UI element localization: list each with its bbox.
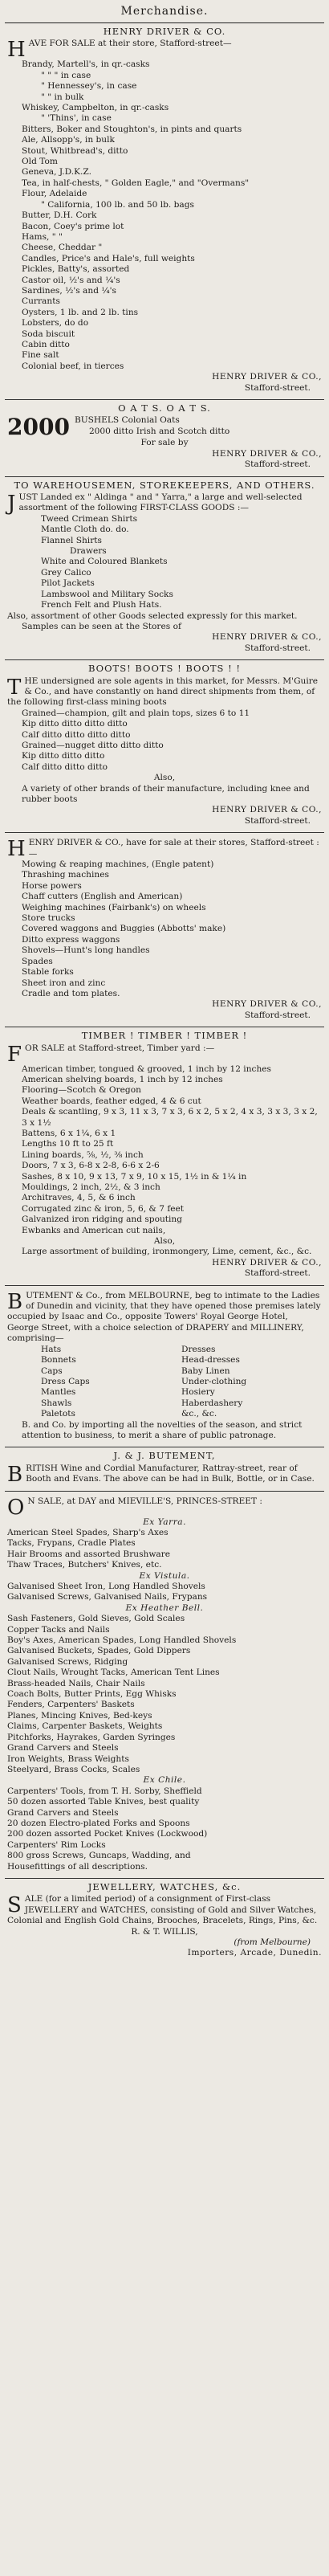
list-item: Kip ditto ditto ditto — [22, 751, 105, 761]
list-item: Also, assortment of other Goods selected expressly for this market. — [7, 610, 298, 621]
ad-address: Stafford-street. — [244, 382, 311, 393]
list-item: Ale, Allsopp's, in bulk — [22, 135, 115, 145]
ad-lead: N SALE, at DAY and MIEVILLE'S, PRINCES-STREET : — [27, 1496, 263, 1506]
list-item: Also, — [153, 1236, 176, 1247]
list-item: Flooring—Scotch & Oregon — [22, 1085, 141, 1096]
ad-driver-machinery — [5, 833, 324, 1027]
list-item: Housefittings of all descriptions. — [7, 1861, 148, 1872]
list-item: Butter, D.H. Cork — [22, 210, 97, 221]
list-item — [7, 1345, 322, 1355]
list-item — [7, 1377, 322, 1387]
list-item: Mouldings, 2 inch, 2½, & 3 inch — [22, 1182, 160, 1192]
drop-cap: H — [7, 38, 26, 63]
list-item: Mowing & reaping machines, (Engle patent) — [22, 859, 214, 870]
list-item: Thrashing machines — [22, 870, 109, 880]
list-item: Also, — [153, 773, 176, 783]
list-item: Grained—nugget ditto ditto ditto — [22, 740, 164, 750]
list-item: Doors, 7 x 3, 6-8 x 2-8, 6-6 x 2-6 — [22, 1161, 160, 1171]
list-item: Grained—champion, gilt and plain tops, sizes 6 to 11 — [22, 708, 250, 718]
list-item: Steelyard, Brass Cocks, Scales — [7, 1764, 140, 1774]
list-item: Stout, Whitbread's, ditto — [22, 145, 128, 156]
list-item: " " " in case — [41, 70, 91, 80]
list-item: Castor oil, ½'s and ¼'s — [22, 275, 120, 285]
list-item: For sale by — [140, 438, 189, 448]
list-item: Lining boards, ⅝, ½, ⅜ inch — [22, 1149, 144, 1160]
list-item: Galvanised Sheet Iron, Long Handled Shovels — [7, 1582, 205, 1591]
list-item: Old Tom — [22, 157, 58, 167]
list-item: Weighing machines (Fairbank's) on wheels — [22, 902, 206, 912]
ad-signature-sub: (from Melbourne) — [234, 1937, 311, 1947]
list-item: Store trucks — [22, 913, 75, 924]
list-item: Hams, " " — [22, 231, 63, 242]
list-item: 800 gross Screws, Guncaps, Wadding, and — [7, 1851, 191, 1861]
list-item: Drawers — [70, 546, 107, 557]
ad-address: Stafford-street. — [244, 1010, 311, 1020]
list-item: Clout Nails, Wrought Tacks, American Tent Lines — [7, 1668, 220, 1678]
list-item: Planes, Mincing Knives, Bed-keys — [7, 1710, 152, 1721]
list-item: Galvanised Buckets, Spades, Gold Dippers — [7, 1646, 191, 1656]
ad-driver-boots — [5, 660, 324, 833]
list-item: " Hennessey's, in case — [41, 81, 137, 92]
list-item: Tacks, Frypans, Cradle Plates — [7, 1538, 136, 1549]
list-item: A variety of other brands of their manufacture, including knee and rubber boots — [22, 783, 310, 804]
list-item: Kip ditto ditto ditto ditto — [22, 719, 128, 729]
list-item: 200 dozen assorted Pocket Knives (Lockwood) — [7, 1829, 208, 1839]
ad-lead: ENRY DRIVER & CO., have for sale at their stores, Stafford-street :— — [28, 838, 319, 859]
list-item: Fenders, Carpenters' Baskets — [7, 1700, 135, 1710]
list-item: Candles, Price's and Hale's, full weights — [22, 253, 195, 263]
list-item-right: Dresses — [181, 1344, 216, 1354]
list-item-right: Head-dresses — [181, 1355, 240, 1366]
ad-lead: ALE (for a limited period) of a consignment of First-class JEWELLERY and WATCHES, consisting of Gold and Silver Watches, Colonial and English Gold Chains, Brooches, Bracelets, Rings, Pins, &c. — [7, 1894, 318, 1926]
section-heading: Ex Chile. — [143, 1775, 186, 1786]
list-item: Geneva, J.D.K.Z. — [22, 167, 91, 178]
list-item: Cheese, Cheddar " — [22, 243, 103, 253]
list-item: Currants — [22, 296, 60, 307]
list-item: Brandy, Martell's, in qr.-casks — [22, 59, 150, 70]
section-heading: Ex Heather Bell. — [125, 1602, 204, 1613]
drop-cap: J — [7, 492, 16, 516]
list-item: Corrugated zinc & iron, 5, 6, & 7 feet — [22, 1203, 185, 1214]
list-item-right: Hosiery — [181, 1387, 215, 1398]
drop-cap: S — [7, 1893, 22, 1918]
list-item: Chaff cutters (English and American) — [22, 892, 183, 902]
list-item — [7, 1398, 322, 1409]
list-item: Thaw Traces, Butchers' Knives, etc. — [7, 1560, 162, 1570]
list-item: Mantle Cloth do. do. — [41, 525, 129, 535]
ad-butement-drapery — [5, 1286, 324, 1448]
list-item: Weather boards, feather edged, 4 & 6 cut — [22, 1096, 201, 1106]
ad-signature: HENRY DRIVER & CO., — [212, 1257, 322, 1268]
list-item: Ewbanks and American cut nails, — [22, 1225, 166, 1235]
list-item-right: &c., &c. — [181, 1409, 217, 1419]
list-item: American shelving boards, 1 inch by 12 inches — [22, 1074, 223, 1084]
ad-driver-oats — [5, 400, 324, 477]
ad-title: JEWELLERY, WATCHES, &c. — [87, 1880, 242, 1892]
ad-title: TO WAREHOUSEMEN, STOREKEEPERS, AND OTHERS. — [14, 479, 315, 491]
list-item: 2000 ditto Irish and Scotch ditto — [88, 426, 230, 436]
list-item: Spades — [22, 956, 53, 966]
list-item: Sashes, 8 x 10, 9 x 13, 7 x 9, 10 x 15, 1½ in & 1¼ in — [22, 1171, 247, 1182]
list-item: Tweed Crimean Shirts — [41, 513, 138, 524]
ad-driver-warehousemen — [5, 477, 324, 661]
list-item: Lambswool and Military Socks — [41, 589, 173, 599]
list-item: Large assortment of building, ironmongery, Lime, cement, &c., &c. — [22, 1247, 312, 1257]
list-item-right: Baby Linen — [181, 1366, 230, 1376]
list-item: Boy's Axes, American Spades, Long Handled Shovels — [7, 1635, 237, 1646]
ad-title: O A T S. O A T S. — [118, 402, 211, 414]
list-item: Galvanized iron ridging and spouting — [22, 1215, 183, 1225]
list-item: " 'Thins', in case — [41, 113, 112, 124]
ad-title: TIMBER ! TIMBER ! TIMBER ! — [81, 1030, 248, 1042]
list-item: Flannel Shirts — [41, 535, 102, 545]
list-item: Covered waggons and Buggies (Abbotts' make) — [22, 924, 226, 934]
list-item: Soda biscuit — [22, 329, 75, 339]
list-item: Horse powers — [22, 880, 82, 891]
drop-cap: T — [7, 675, 22, 700]
list-item: 50 dozen assorted Table Knives, best quality — [7, 1797, 200, 1807]
list-item: Shovels—Hunt's long handles — [22, 945, 150, 956]
list-item: French Felt and Plush Hats. — [41, 600, 162, 610]
drop-cap: B — [7, 1462, 23, 1487]
ad-signature: HENRY DRIVER & CO., — [212, 999, 322, 1010]
list-item: Galvanised Screws, Ridging — [7, 1656, 128, 1667]
ad-title: J. & J. BUTEMENT, — [113, 1450, 216, 1462]
section-heading: Ex Vistula. — [139, 1570, 190, 1581]
list-item — [7, 1409, 322, 1419]
list-item: Calf ditto ditto ditto — [22, 761, 108, 772]
list-item-left: Bonnets — [41, 1355, 76, 1366]
list-item: Colonial beef, in tierces — [22, 361, 124, 371]
list-item: Grand Carvers and Steels — [7, 1807, 119, 1818]
list-item: Deals & scantling, 9 x 3, 11 x 3, 7 x 3, 6 x 2, 5 x 2, 4 x 3, 3 x 3, 3 x 2, 3 x 1½ — [22, 1107, 318, 1128]
list-item: Stable forks — [22, 967, 74, 978]
ad-lead: UST Landed ex " Aldinga " and " Yarra," a large and well-selected assortment of the following FIRST-CLASS GOODS :— — [18, 492, 303, 513]
big-number: 2000 — [7, 414, 70, 441]
ad-address: Stafford-street. — [244, 643, 311, 653]
drop-cap: O — [7, 1495, 25, 1520]
list-item: Flour, Adelaide — [22, 189, 87, 199]
ad-butement-wine — [5, 1447, 324, 1491]
ad-title: BOOTS! BOOTS ! BOOTS ! ! — [88, 663, 241, 675]
list-item: " California, 100 lb. and 50 lb. bags — [41, 199, 194, 210]
list-item — [7, 1366, 322, 1377]
list-item-left: Hats — [41, 1344, 62, 1354]
ad-signature: R. & T. WILLIS, — [131, 1926, 198, 1937]
ad-signature: HENRY DRIVER & CO., — [212, 805, 322, 815]
list-item-left: Paletots — [41, 1409, 75, 1419]
newspaper-column — [5, 0, 324, 1965]
list-item: Battens, 6 x 1¼, 6 x 1 — [22, 1128, 116, 1138]
list-item: White and Coloured Blankets — [41, 557, 168, 567]
list-item: Sheet iron and zinc — [22, 978, 106, 988]
list-item-left: Shawls — [41, 1398, 72, 1408]
list-item: Bitters, Boker and Stoughton's, in pints and quarts — [22, 124, 242, 134]
list-item: Architraves, 4, 5, & 6 inch — [22, 1193, 136, 1203]
list-item: Oysters, 1 lb. and 2 lb. tins — [22, 307, 139, 317]
ad-driver-stores — [5, 23, 324, 400]
list-item — [7, 1355, 322, 1366]
list-item-left: Caps — [41, 1366, 63, 1376]
list-item: Pilot Jackets — [41, 578, 95, 589]
ad-lead: HE undersigned are sole agents in this market, for Messrs. M'Guire & Co., and have constantly on hand direct shipments from them, of the following first-class mining boots — [7, 676, 319, 708]
list-item: Pitchforks, Hayrakes, Garden Syringes — [7, 1732, 176, 1742]
ad-lead: RITISH Wine and Cordial Manufacturer, Rattray-street, rear of Booth and Evans. The above can be had in Bulk, Bottle, or in Case. — [26, 1463, 315, 1484]
list-item: Fine salt — [22, 350, 59, 361]
list-item: Cabin ditto — [22, 339, 70, 349]
ad-day-mieville — [5, 1492, 324, 1879]
list-item: 20 dozen Electro-plated Forks and Spoons — [7, 1818, 190, 1828]
list-item: Iron Weights, Brass Weights — [7, 1753, 129, 1764]
list-item: Grand Carvers and Steels — [7, 1743, 119, 1753]
ad-address: Stafford-street. — [244, 459, 311, 470]
drop-cap: F — [7, 1042, 22, 1067]
list-item: Calf ditto ditto ditto ditto — [22, 729, 131, 740]
list-item: Cradle and tom plates. — [22, 988, 120, 998]
list-item: Ditto express waggons — [22, 934, 120, 945]
ad-address: Stafford-street. — [244, 1268, 311, 1279]
list-item: Whiskey, Campbelton, in qr.-casks — [22, 103, 169, 113]
list-item-left: Dress Caps — [41, 1376, 90, 1386]
ad-signature: HENRY DRIVER & CO., — [212, 632, 322, 643]
list-item: Coach Bolts, Butter Prints, Egg Whisks — [7, 1689, 177, 1700]
list-item-left: Mantles — [41, 1387, 76, 1398]
ad-lead: OR SALE at Stafford-street, Timber yard :— — [25, 1043, 215, 1053]
list-item: Grey Calico — [41, 567, 91, 578]
list-item: American timber, tongued & grooved, 1 inch by 12 inches — [22, 1063, 271, 1074]
list-item: " " in bulk — [41, 92, 84, 102]
list-item: Brass-headed Nails, Chair Nails — [7, 1678, 145, 1688]
ad-lead: BUSHELS Colonial Oats — [74, 415, 180, 426]
list-item: Galvanised Screws, Galvanised Nails, Frypans — [7, 1592, 208, 1602]
ad-signature: HENRY DRIVER & CO., — [212, 372, 322, 382]
list-item: Claims, Carpenter Baskets, Weights — [7, 1721, 163, 1732]
list-item: Pickles, Batty's, assorted — [22, 264, 130, 275]
ad-address: Stafford-street. — [244, 815, 311, 826]
list-item: Copper Tacks and Nails — [7, 1624, 110, 1635]
list-item-right: Under-clothing — [181, 1376, 247, 1386]
ad-lead: UTEMENT & Co., from MELBOURNE, beg to intimate to the Ladies of Dunedin and vicinity, that they have opened those premises lately occupied by Isaac and Co., opposite Towers' Royal George Hotel, George Street, with a choice selection of DRAPERY and MILLINERY, comprising— — [7, 1290, 321, 1344]
ad-driver-timber — [5, 1027, 324, 1286]
ad-tail: B. and Co. by importing all the novelties of the season, and strict attention to business, to merit a share of public patronage. — [22, 1419, 303, 1440]
list-item: Carpenters' Tools, from T. H. Sorby, Sheffield — [7, 1786, 202, 1796]
list-item: American Steel Spades, Sharp's Axes — [7, 1527, 169, 1537]
drop-cap: H — [7, 837, 26, 862]
list-item: Sardines, ½'s and ¼'s — [22, 285, 116, 296]
ad-willis-jewellery — [5, 1879, 324, 1965]
ad-lead: AVE FOR SALE at their store, Stafford-street— — [28, 39, 232, 49]
list-item: Samples can be seen at the Stores of — [22, 621, 181, 631]
list-item: Bacon, Coey's prime lot — [22, 221, 124, 231]
ad-address: Importers, Arcade, Dunedin. — [187, 1948, 322, 1958]
list-item — [7, 1387, 322, 1398]
section-heading: Ex Yarra. — [143, 1517, 186, 1527]
ad-signature: HENRY DRIVER & CO., — [212, 448, 322, 459]
column-heading: Merchandise. — [5, 3, 324, 23]
ad-title: HENRY DRIVER & CO. — [103, 26, 226, 37]
drop-cap: B — [7, 1289, 23, 1314]
list-item: Sash Fasteners, Gold Sieves, Gold Scales — [7, 1614, 185, 1624]
list-item: Lobsters, do do — [22, 318, 89, 329]
list-item: Lengths 10 ft to 25 ft — [22, 1139, 114, 1149]
list-item-right: Haberdashery — [181, 1398, 243, 1408]
list-item: Tea, in half-chests, " Golden Eagle," and "Overmans" — [22, 178, 250, 188]
list-item: Carpenters' Rim Locks — [7, 1839, 106, 1850]
list-item: Hair Brooms and assorted Brushware — [7, 1549, 171, 1559]
